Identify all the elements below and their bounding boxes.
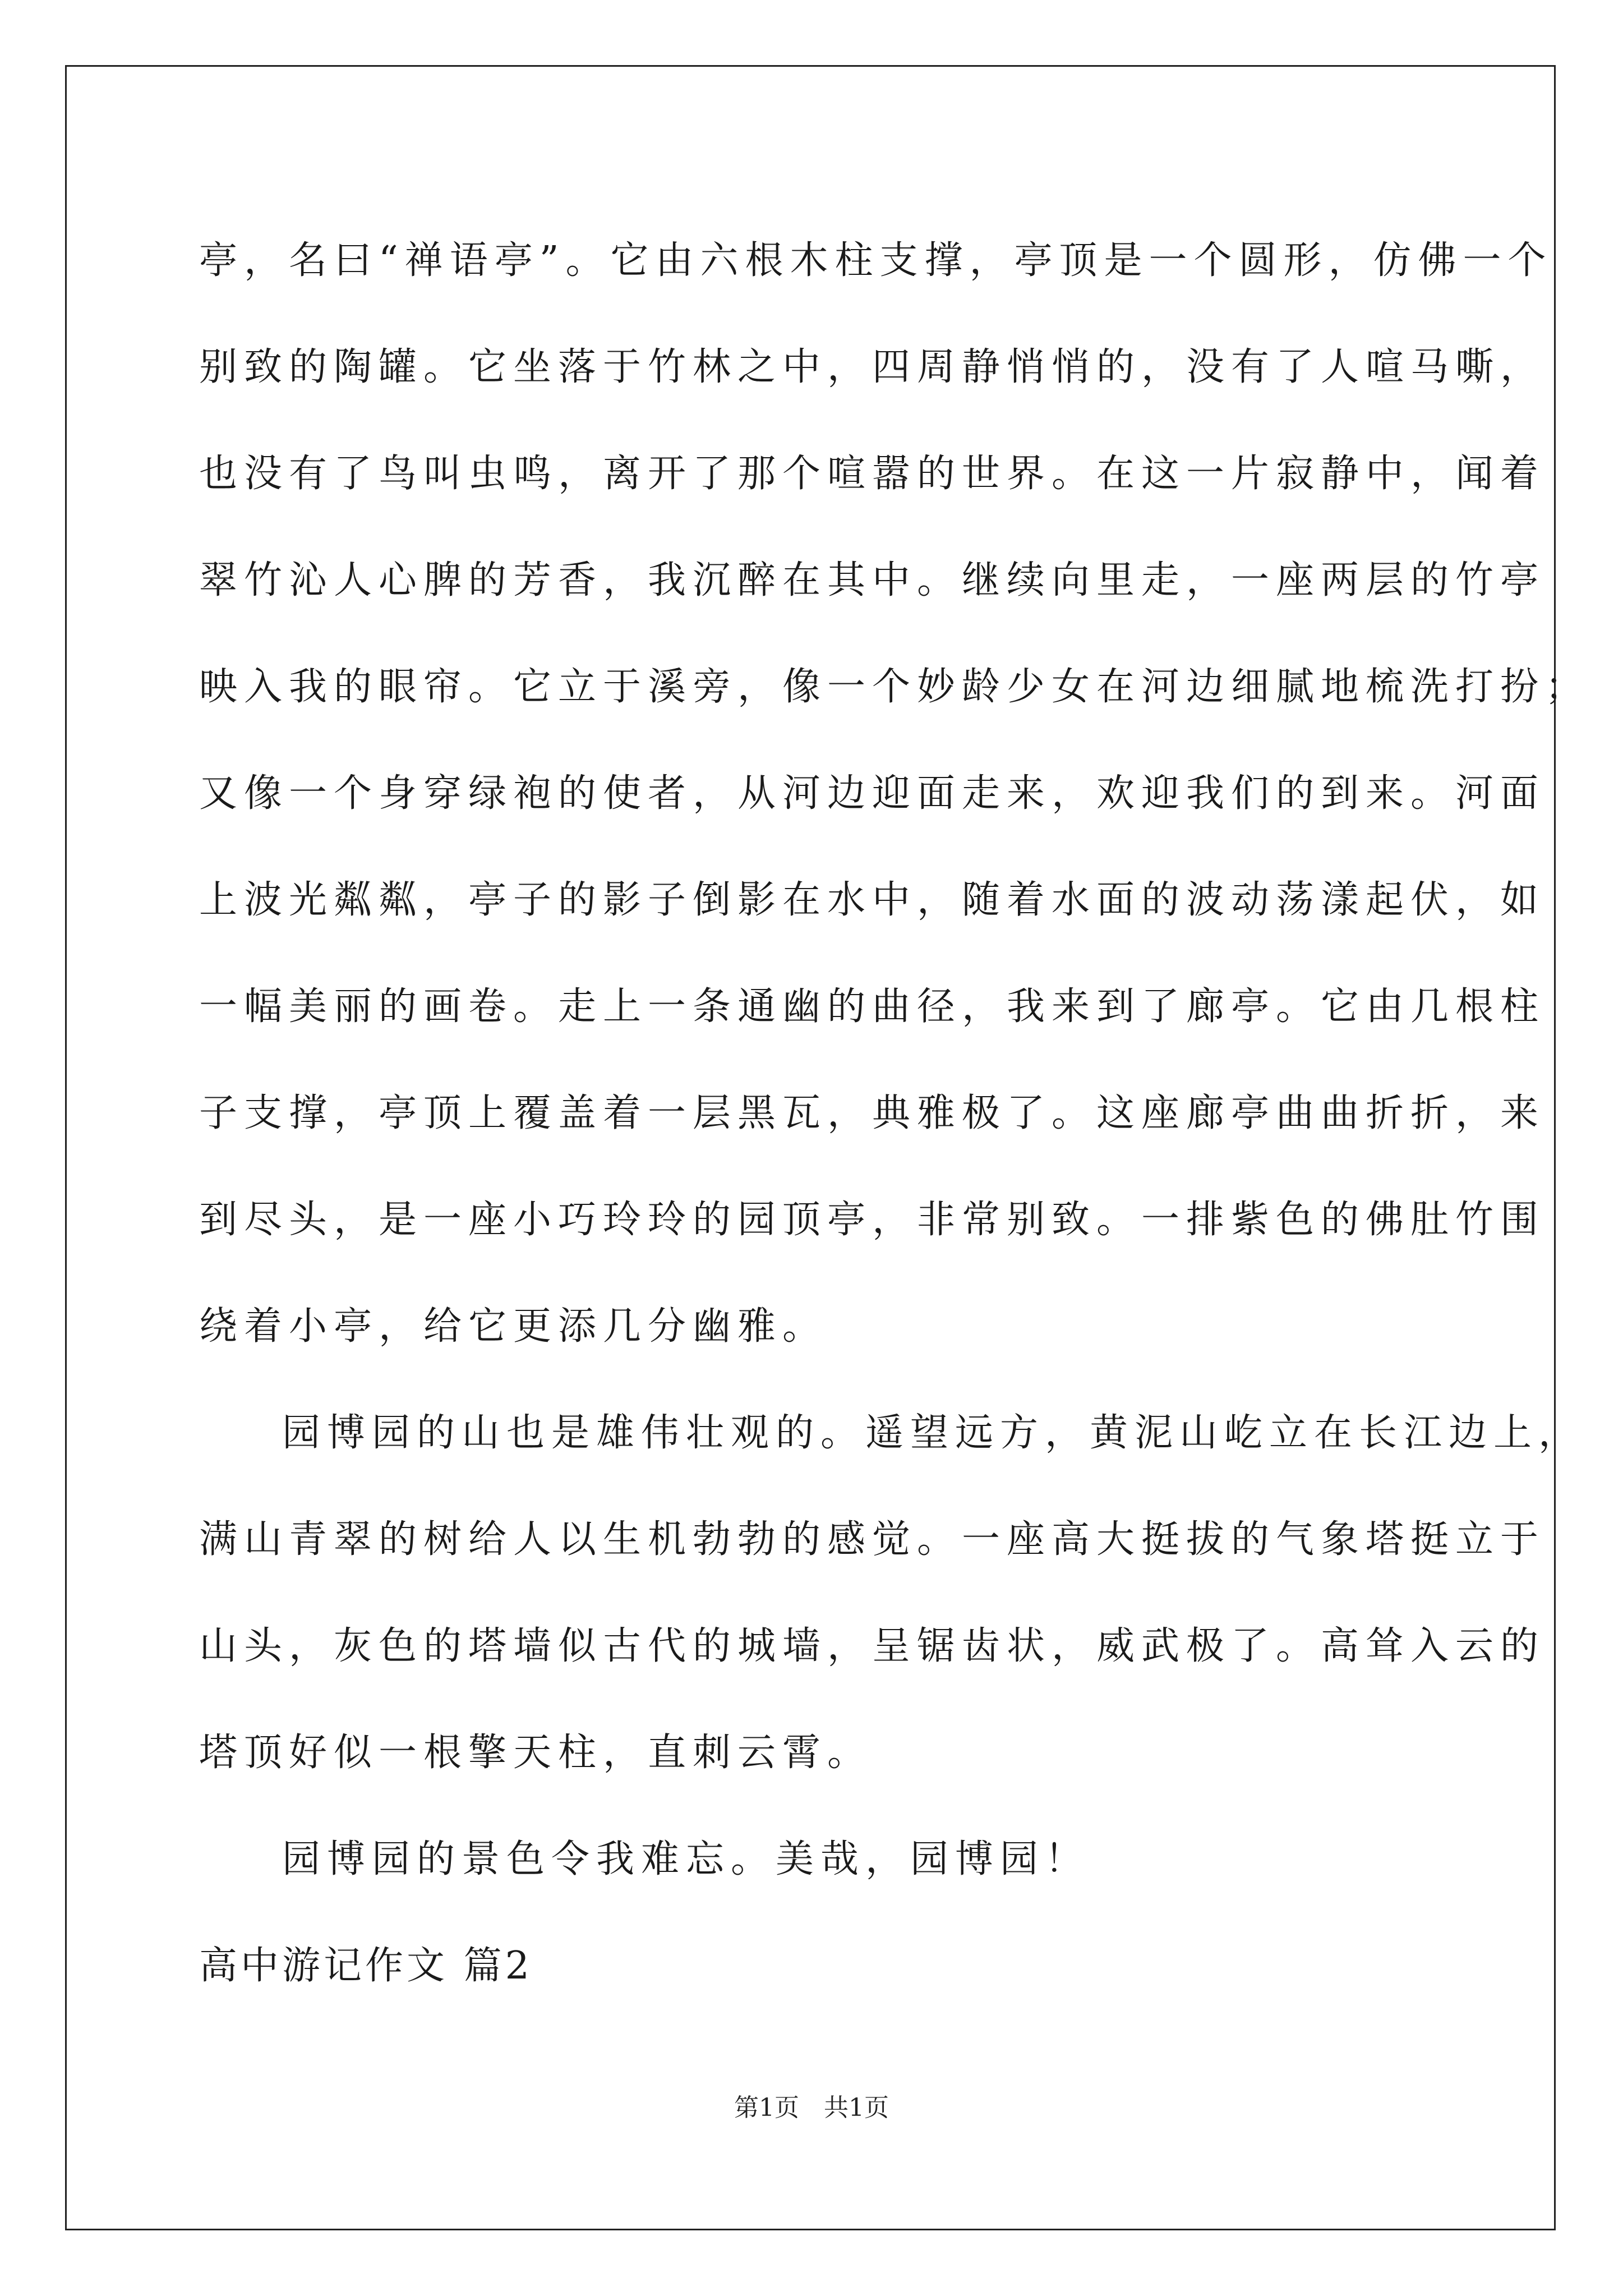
- paragraph-line: 到尽头，是一座小巧玲玲的园顶亭，非常别致。一排紫色的佛肚竹围: [199, 1198, 1546, 1242]
- page-number-footer: 第1页 共1页: [734, 2093, 889, 2122]
- paragraph-line: 一幅美丽的画卷。走上一条通幽的曲径，我来到了廊亭。它由几根柱: [199, 984, 1546, 1029]
- paragraph-line: 亭，名曰“禅语亭”。它由六根木柱支撑，亭顶是一个圆形，仿佛一个: [199, 238, 1553, 283]
- paragraph-line: 园博园的山也是雄伟壮观的。遥望远方，黄泥山屹立在长江边上，: [282, 1411, 1584, 1455]
- next-article-heading: 高中游记作文 篇2: [199, 1944, 533, 1988]
- paragraph-line: 山头，灰色的塔墙似古代的城墙，呈锯齿状，威武极了。高耸入云的: [199, 1624, 1546, 1668]
- paragraph-line: 映入我的眼帘。它立于溪旁，像一个妙龄少女在河边细腻地梳洗打扮；: [199, 665, 1590, 709]
- paragraph-line: 也没有了鸟叫虫鸣，离开了那个喧嚣的世界。在这一片寂静中，闻着: [199, 452, 1546, 496]
- paragraph-line: 塔顶好似一根擎天柱，直刺云霄。: [199, 1731, 873, 1775]
- document-body: [199, 208, 1590, 2019]
- paragraph-line: 子支撑，亭顶上覆盖着一层黑瓦，典雅极了。这座廊亭曲曲折折，来: [199, 1091, 1546, 1135]
- paragraph-line: 满山青翠的树给人以生机勃勃的感觉。一座高大挺拔的气象塔挺立于: [199, 1517, 1546, 1562]
- paragraph-line: 绕着小亭，给它更添几分幽雅。: [199, 1304, 828, 1349]
- paragraph-line: 别致的陶罐。它坐落于竹林之中，四周静悄悄的，没有了人喧马嘶，: [199, 345, 1546, 389]
- paragraph-line: 又像一个身穿绿袍的使者，从河边迎面走来，欢迎我们的到来。河面: [199, 771, 1546, 816]
- paragraph-line: 翠竹沁人心脾的芳香，我沉醉在其中。继续向里走，一座两层的竹亭: [199, 558, 1546, 602]
- paragraph-line: 上波光粼粼，亭子的影子倒影在水中，随着水面的波动荡漾起伏，如: [199, 878, 1546, 922]
- paragraph-line: 园博园的景色令我难忘。美哉，园博园！: [282, 1837, 1090, 1881]
